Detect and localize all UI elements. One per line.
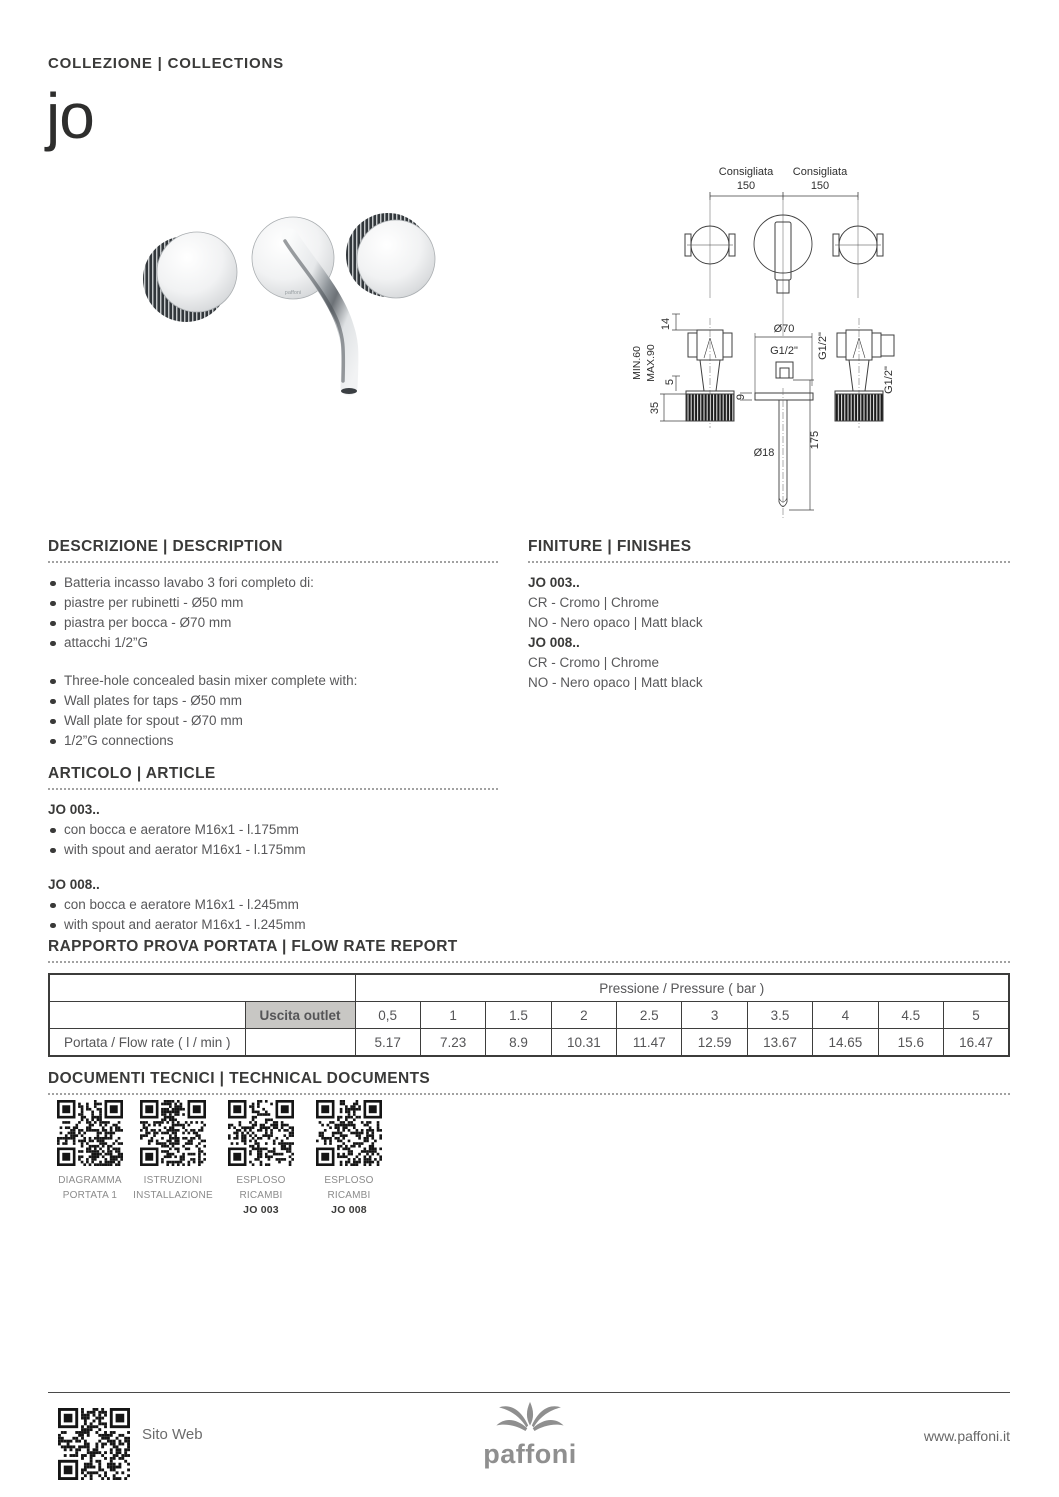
pressure-value: 1: [420, 1002, 485, 1029]
dim-150-right: 150: [810, 180, 830, 192]
qr-code-istruzioni: [140, 1100, 206, 1166]
flow-value: 11.47: [617, 1029, 682, 1057]
dim-g12-right-top: G1/2": [817, 332, 829, 360]
document-label: INSTALLAZIONE: [133, 1190, 213, 1201]
flow-row-label: Portata / Flow rate ( l / min ): [49, 1029, 245, 1057]
dim-consigliata-right: Consigliata: [792, 166, 848, 178]
qr-code-sito-web: [58, 1408, 130, 1480]
document-label: ESPLOSO: [236, 1175, 286, 1186]
list-item: con bocca e aeratore M16x1 - l.245mm: [48, 895, 498, 915]
pressure-value: 3.5: [747, 1002, 812, 1029]
right-knob: [346, 213, 435, 298]
plate-brand-mark: paffoni: [284, 290, 302, 296]
collection-eyebrow: COLLEZIONE | COLLECTIONS: [48, 55, 284, 72]
table-row-flow-rates: [49, 1029, 1009, 1057]
document-item: [297, 1100, 401, 1218]
empty-cell: [245, 1029, 355, 1057]
section-finishes: [528, 538, 1010, 693]
flow-value: 14.65: [813, 1029, 878, 1057]
list-item: Batteria incasso lavabo 3 fori completo di:: [48, 573, 498, 593]
page-title: jo: [46, 80, 94, 152]
finish-code: JO 003..: [528, 575, 580, 590]
article-code: JO 008..: [48, 877, 100, 892]
sito-web-label: Sito Web: [142, 1426, 203, 1443]
footer-divider: [48, 1392, 1010, 1393]
dim-g12-spout: G1/2": [770, 345, 798, 357]
list-item: attacchi 1/2”G: [48, 633, 498, 653]
flow-value: 7.23: [420, 1029, 485, 1057]
pressure-value: 2.5: [617, 1002, 682, 1029]
document-label: DIAGRAMMA: [58, 1175, 122, 1186]
list-item: with spout and aerator M16x1 - l.245mm: [48, 915, 498, 935]
flow-value: 13.67: [747, 1029, 812, 1057]
flow-value: 5.17: [355, 1029, 420, 1057]
qr-code-esploso-jo003: [228, 1100, 294, 1166]
table-row-pressures: [49, 1002, 1009, 1029]
flow-rate-table: [48, 973, 1010, 1057]
finish-option: NO - Nero opaco | Matt black: [528, 615, 703, 630]
dim-14: 14: [660, 317, 672, 331]
flow-value: 15.6: [878, 1029, 943, 1057]
pressure-value: 4.5: [878, 1002, 943, 1029]
outlet-label-cell: Uscita outlet: [245, 1002, 355, 1029]
document-label: RICAMBI: [239, 1190, 283, 1201]
qr-code-diagramma: [57, 1100, 123, 1166]
flow-value: 8.9: [486, 1029, 551, 1057]
finish-option: NO - Nero opaco | Matt black: [528, 675, 703, 690]
side-view-spout: [735, 323, 821, 518]
paffoni-wordmark: paffoni: [483, 1439, 577, 1469]
spout-assembly: [252, 217, 357, 394]
empty-cell: [49, 1002, 245, 1029]
product-photo: [130, 195, 460, 400]
table-row-pressure-header: [49, 974, 1009, 1002]
finish-option: CR - Cromo | Chrome: [528, 595, 660, 610]
pressure-value: 2: [551, 1002, 616, 1029]
qr-code-esploso-jo008: [316, 1100, 382, 1166]
dim-min60: MIN.60: [631, 346, 643, 380]
list-item: Wall plates for taps - Ø50 mm: [48, 691, 498, 711]
pressure-value: 4: [813, 1002, 878, 1029]
flow-value: 12.59: [682, 1029, 747, 1057]
pressure-value: 1.5: [486, 1002, 551, 1029]
list-item: con bocca e aeratore M16x1 - l.175mm: [48, 820, 498, 840]
document-code: JO 008: [331, 1204, 367, 1216]
list-item: Three-hole concealed basin mixer complete with:: [48, 671, 498, 691]
pressure-value: 0,5: [355, 1002, 420, 1029]
pressure-value: 3: [682, 1002, 747, 1029]
dim-150-left: 150: [736, 180, 756, 192]
document-label: PORTATA 1: [62, 1190, 118, 1201]
pressure-value: 5: [944, 1002, 1009, 1029]
list-item: piastra per bocca - Ø70 mm: [48, 613, 498, 633]
section-flow-report: [48, 938, 1010, 1057]
list-item: Wall plate for spout - Ø70 mm: [48, 711, 498, 731]
flow-value: 10.31: [551, 1029, 616, 1057]
side-view-right-tap: [817, 318, 895, 428]
list-item: piastre per rubinetti - Ø50 mm: [48, 593, 498, 613]
left-knob: [143, 232, 237, 322]
dim-g12-right-side: G1/2": [883, 366, 895, 394]
side-view-left-tap: [631, 314, 734, 428]
dim-35: 35: [649, 401, 661, 415]
list-item: 1/2”G connections: [48, 731, 498, 751]
flow-value: 16.47: [944, 1029, 1009, 1057]
front-view: [685, 166, 883, 336]
description-heading: DESCRIZIONE | DESCRIPTION: [48, 538, 498, 563]
section-description: [48, 538, 498, 751]
finish-option: CR - Cromo | Chrome: [528, 655, 660, 670]
dim-5: 5: [664, 378, 676, 386]
website-url: www.paffoni.it: [923, 1428, 1010, 1444]
finish-code: JO 008..: [528, 635, 580, 650]
dim-9: 9: [735, 393, 747, 401]
dim-dia18: Ø18: [753, 447, 775, 459]
document-label: RICAMBI: [327, 1190, 371, 1201]
list-item: with spout and aerator M16x1 - l.175mm: [48, 840, 498, 860]
section-article: [48, 765, 498, 935]
article-code: JO 003..: [48, 802, 100, 817]
dim-consigliata-left: Consigliata: [718, 166, 774, 178]
dim-dia70: Ø70: [773, 323, 795, 335]
dim-175: 175: [809, 430, 821, 450]
technical-drawing: [612, 158, 952, 526]
paffoni-palm-icon: [490, 1401, 570, 1441]
document-label: ESPLOSO: [324, 1175, 374, 1186]
article-heading: ARTICOLO | ARTICLE: [48, 765, 498, 790]
documents-heading: DOCUMENTI TECNICI | TECHNICAL DOCUMENTS: [48, 1070, 1010, 1095]
dim-max90: MAX.90: [645, 344, 657, 382]
finishes-heading: FINITURE | FINISHES: [528, 538, 1010, 563]
flow-report-heading: RAPPORTO PROVA PORTATA | FLOW RATE REPORT: [48, 938, 1010, 963]
document-label: ISTRUZIONI: [143, 1175, 203, 1186]
document-code: JO 003: [243, 1204, 279, 1216]
pressure-header-cell: Pressione / Pressure ( bar ): [355, 974, 1009, 1002]
paffoni-logo: [465, 1401, 595, 1469]
empty-cell: [49, 974, 355, 1002]
